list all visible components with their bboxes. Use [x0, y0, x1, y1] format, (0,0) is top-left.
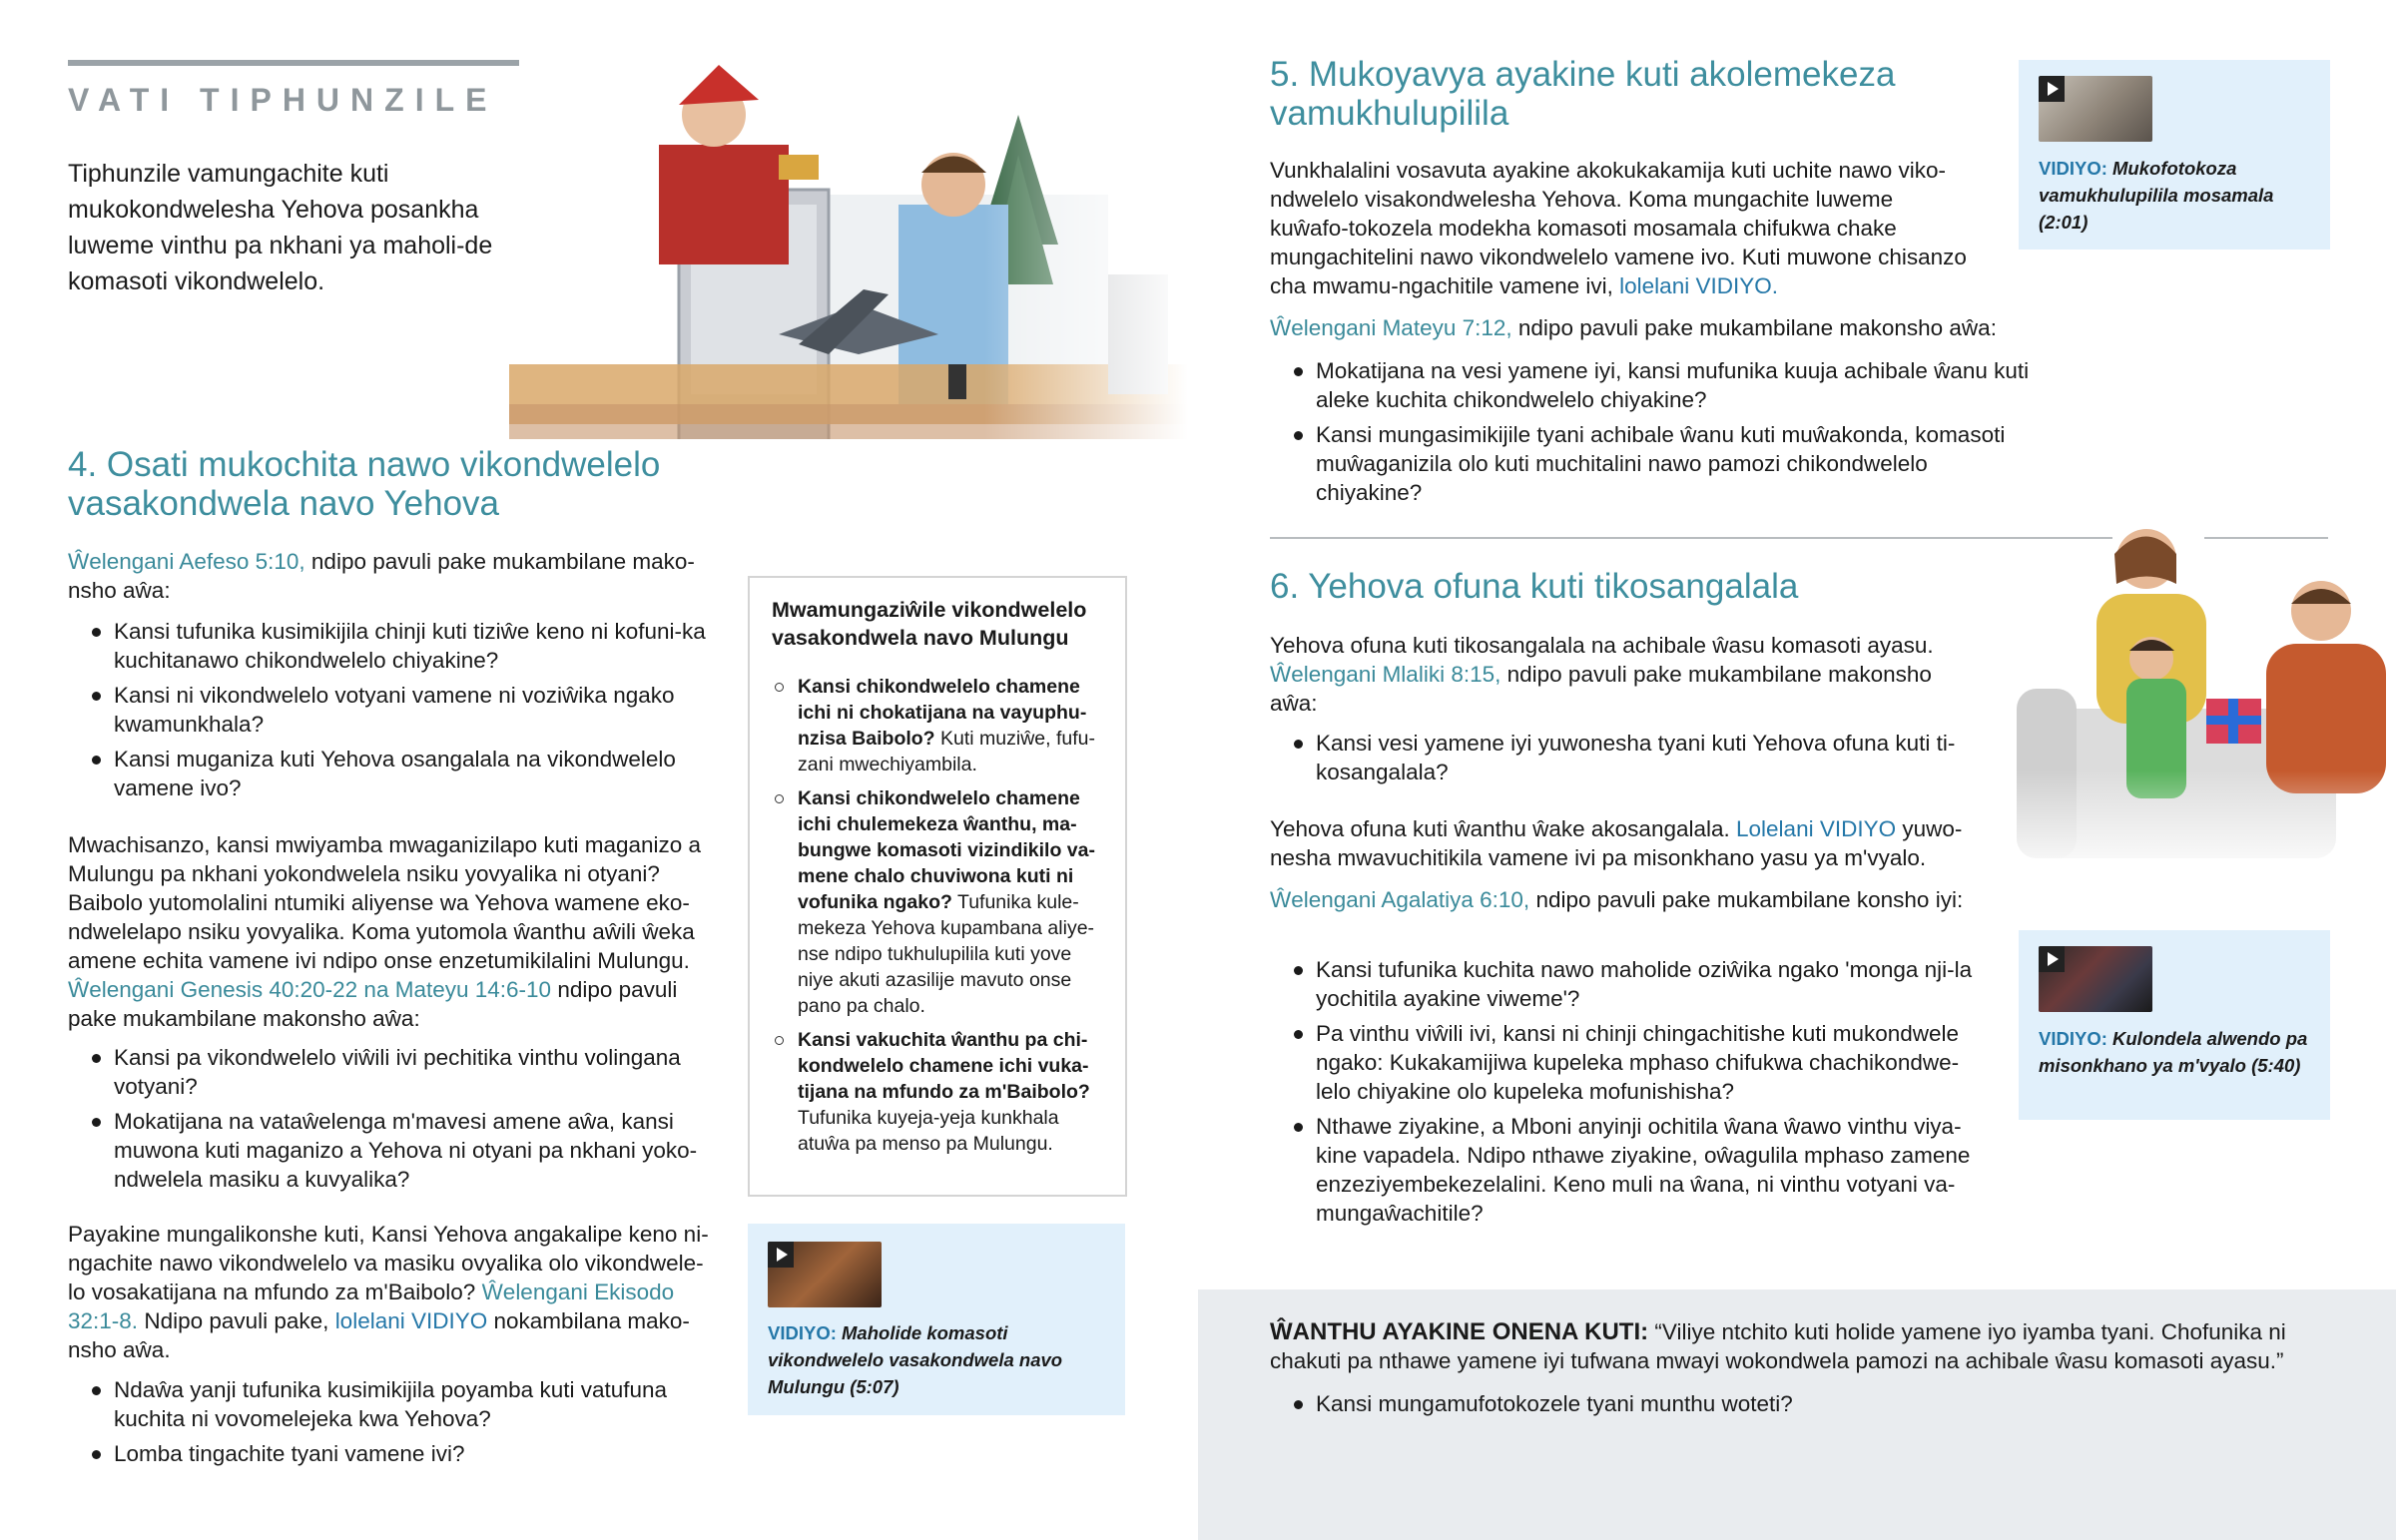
video-link[interactable]: lolelani VIDIYO. [1619, 273, 1778, 298]
section-label: VATI TIPHUNZILE [68, 82, 498, 118]
scripture-ref-aefeso[interactable]: Ŵelengani Aefeso 5:10, [68, 549, 305, 574]
section-5-paragraph: Vunkhalalini vosavuta ayakine akokukakamija kuti uchite nawo viko-ndwelelo visakondwelesha Yehova. Koma mungachite luweme kuŵafo-tokozela modekha komasoti mosamala chifukwa chake mungachitelini nawo vikondwelelo vamene ivo. Kuti muwone chisanzo cha mwamu-ngachitile vamene ivi, lolelani VIDIYO. [1270, 158, 1967, 298]
video-card-explain-beliefs[interactable] [2019, 60, 2330, 250]
list-item: Kansi mungasimikijile tyani achibale ŵanu kuti muŵakonda, komasoti muŵaganizila olo kuti muchitalini nawo pamozi chikondwelelo chiyakine? [1270, 420, 2037, 507]
sidebar-box [748, 576, 1127, 1197]
play-icon[interactable] [2039, 76, 2065, 102]
section-6-paragraph-3: Ŵelengani Agalatiya 6:10, ndipo pavuli pake mukambilane konsho iyi: [1270, 887, 1964, 912]
others-say-bullets [1270, 1389, 2328, 1424]
list-item: Mokatijana na vataŵelenga m'mavesi amene aŵa, kansi muwona kuti maganizo a Yehova ni otyani pa nkhani yoko-ndwelela masiku a kuvyalika? [68, 1107, 715, 1194]
list-item: Mokatijana na vesi yamene iyi, kansi mufunika kuuja achibale ŵanu kuti aleke kuchita chikondwelelo chiyakine? [1270, 356, 2037, 414]
header-rule [68, 60, 519, 66]
section-6-title: 6. Yehova ofuna kuti tikosangalala [1270, 567, 1799, 606]
scripture-ref-mateyu[interactable]: Ŵelengani Mateyu 7:12, [1270, 315, 1512, 340]
section-4-paragraph-2: Mwachisanzo, kansi mwiyamba mwaganizilapo kuti maganizo a Mulungu pa nkhani yokondwelela nsiku yovyalika ni otyani? Baibolo yutomolalini ntumiki aliyense wa Yehova wamene eko-ndwelelapo nsiku yovyalika. Koma yutomola ŵanthu aŵili ŵeka amene echita vamene ivi ndipo onse enzetumikilalini Mulungu. Ŵelengani Genesis 40:20-22 na Mateyu 14:6-10 ndipo pavuli pake mukambilane makonsho aŵa: [68, 832, 702, 1031]
list-item: Kansi tufunika kusimikijila chinji kuti tiziŵe keno ni kofuni-ka kuchitanawo chikondwelelo chiyakine? [68, 617, 715, 675]
scripture-ref-agalatiya[interactable]: Ŵelengani Agalatiya 6:10, [1270, 887, 1530, 912]
video-link[interactable]: Lolelani VIDIYO [1736, 816, 1897, 841]
section-4-title: 4. Osati mukochita nawo vikondwelelo vasakondwela navo Yehova [68, 445, 661, 523]
office-christmas-illustration [509, 55, 1188, 439]
section-4-paragraph-3: Payakine mungalikonshe kuti, Kansi Yehova angakalipe keno ni-ngachite nawo vikondwelelo va masiku ovyalika olo vikondwele-lo vosakatijana na mfundo za m'Baibolo? Ŵelengani Ekisodo 32:1-8. Ndipo pavuli pake, lolelani VIDIYO nokambilana mako-nsho aŵa. [68, 1222, 709, 1362]
list-item: Kansi chikondwelelo chamene ichi chulemekeza ŵanthu, ma-bungwe komasoti vizindikilo va-mene chalo chuviwona kuti ni vofunika ngako? Tufunika kule-mekeza Yehova kupambana aliye-nse ndipo tukhulupilila kuti yove niye akuti azasilije mavuto onse pano pa chalo. [772, 785, 1111, 1019]
list-item: Pa vinthu viŵili ivi, kansi ni chinji chingachitishe kuti mukondwele ngako: Kukakamijiwa kupeleka mphaso chifukwa chachikondwe-lelo chiyakine olo kupeleka mofunishisha? [1270, 1019, 1991, 1106]
section-6-paragraph-1: Yehova ofuna kuti tikosangalala na achibale ŵasu komasoti ayasu. Ŵelengani Mlaliki 8:15, ndipo pavuli pake mukambilane makonsho aŵa: [1270, 633, 1934, 716]
video-thumbnail[interactable] [2039, 946, 2152, 1012]
video-link[interactable]: lolelani VIDIYO [334, 1308, 488, 1333]
play-icon[interactable] [768, 1242, 794, 1268]
section-5-bullets [1270, 356, 2069, 513]
list-item: Kansi pa vikondwelelo viŵili ivi pechitika vinthu volingana votyani? [68, 1043, 715, 1101]
section-6-paragraph-2: Yehova ofuna kuti ŵanthu ŵake akosangalala. Lolelani VIDIYO yuwo-nesha mwavuchitikila vamene ivi pa misonkhano yasu ya m'vyalo. [1270, 816, 1963, 870]
list-item: Lomba tingachite tyani vamene ivi? [68, 1439, 715, 1468]
list-item: Kansi chikondwelelo chamene ichi ni chokatijana na vayuphu-nzisa Baibolo? Kuti muziŵe, fufu-zani mwechiyambila. [772, 674, 1111, 777]
sidebar-box-title: Mwamungaziŵile vikondwelelo vasakondwela navo Mulungu [772, 598, 1087, 650]
list-item: Kansi mungamufotokozele tyani munthu woteti? [1270, 1389, 2328, 1418]
video-thumbnail[interactable] [768, 1242, 882, 1307]
section-5-title: 5. Mukoyavya ayakine kuti akolemekeza vamukhulupilila [1270, 55, 1896, 133]
video-card-conventions[interactable] [2019, 930, 2330, 1120]
intro-text: Tiphunzile vamungachite kuti mukokondwelesha Yehova posankha luweme vinthu pa nkhani ya maholi-de komasoti vikondwelelo. [68, 160, 493, 295]
others-say-quote: ŴANTHU AYAKINE ONENA KUTI: “Viliye ntchito kuti holide yamene iyo iyamba tyani. Chofunika ni chakuti pa nthawe yamene iyi tufwana mwayi wokondwela pamozi na achibale ŵasu komasoti ayasu.” [1270, 1318, 2286, 1373]
video-caption: VIDIYO: Mukofotokoza vamukhulupilila mosamala (2:01) [2039, 158, 2274, 233]
video-caption: VIDIYO: Kulondela alwendo pa misonkhano ya m'vyalo (5:40) [2039, 1028, 2308, 1076]
section-4-read-1: Ŵelengani Aefeso 5:10, ndipo pavuli pake mukambilane mako-nsho aŵa: [68, 549, 695, 603]
section-4-bullets-1 [68, 617, 715, 808]
video-thumbnail[interactable] [2039, 76, 2152, 142]
video-card-holidays[interactable] [748, 1224, 1125, 1415]
section-5-read: Ŵelengani Mateyu 7:12, ndipo pavuli pake mukambilane makonsho aŵa: [1270, 315, 1997, 340]
play-icon[interactable] [2039, 946, 2065, 972]
scripture-ref-genesis[interactable]: Ŵelengani Genesis 40:20-22 na Mateyu 14:6-10 [68, 977, 552, 1002]
list-item: Kansi ni vikondwelelo votyani vamene ni voziŵika ngako kwamunkhala? [68, 681, 715, 739]
scripture-ref-ekisodo[interactable]: Ŵelengani Ekisodo 32:1-8. [68, 1280, 675, 1333]
list-item: Kansi tufunika kuchita nawo maholide oziŵika ngako 'monga nji-la yochitila ayakine viweme'? [1270, 955, 1991, 1013]
list-item: Ndaŵa yanji tufunika kusimikijila poyamba kuti vatufuna kuchita ni vovomelejeka kwa Yehova? [68, 1375, 715, 1433]
section-6-bullets-1 [1270, 729, 1991, 792]
family-gift-illustration [2017, 519, 2396, 878]
scripture-ref-mlaliki[interactable]: Ŵelengani Mlaliki 8:15, [1270, 662, 1501, 687]
video-caption: VIDIYO: Maholide komasoti vikondwelelo vasakondwela navo Mulungu (5:07) [768, 1322, 1063, 1397]
section-4-bullets-3 [68, 1375, 715, 1474]
list-item: Kansi vesi yamene iyi yuwonesha tyani kuti Yehova ofuna kuti ti-kosangalala? [1270, 729, 1991, 786]
list-item: Kansi muganiza kuti Yehova osangalala na vikondwelelo vamene ivo? [68, 745, 715, 802]
section-6-bullets-2 [1270, 955, 1991, 1234]
list-item: Kansi vakuchita ŵanthu pa chi-kondwelelo chamene ichi vuka-tijana na mfundo za m'Baibolo? Tufunika kuyeja-yeja kunkhala atuŵa pa menso pa Mulungu. [772, 1027, 1111, 1157]
others-say-panel [1198, 1289, 2396, 1540]
section-4-bullets-2 [68, 1043, 715, 1200]
divider [1270, 537, 2112, 539]
list-item: Nthawe ziyakine, a Mboni anyinji ochitila ŵana ŵawo vinthu viya-kine vapadela. Ndipo nthawe ziyakine, oŵagulila mphaso zamene enzeziyembekezelalini. Keno muli na ŵana, ni vinthu votyani va-mungaŵachitile? [1270, 1112, 1991, 1228]
